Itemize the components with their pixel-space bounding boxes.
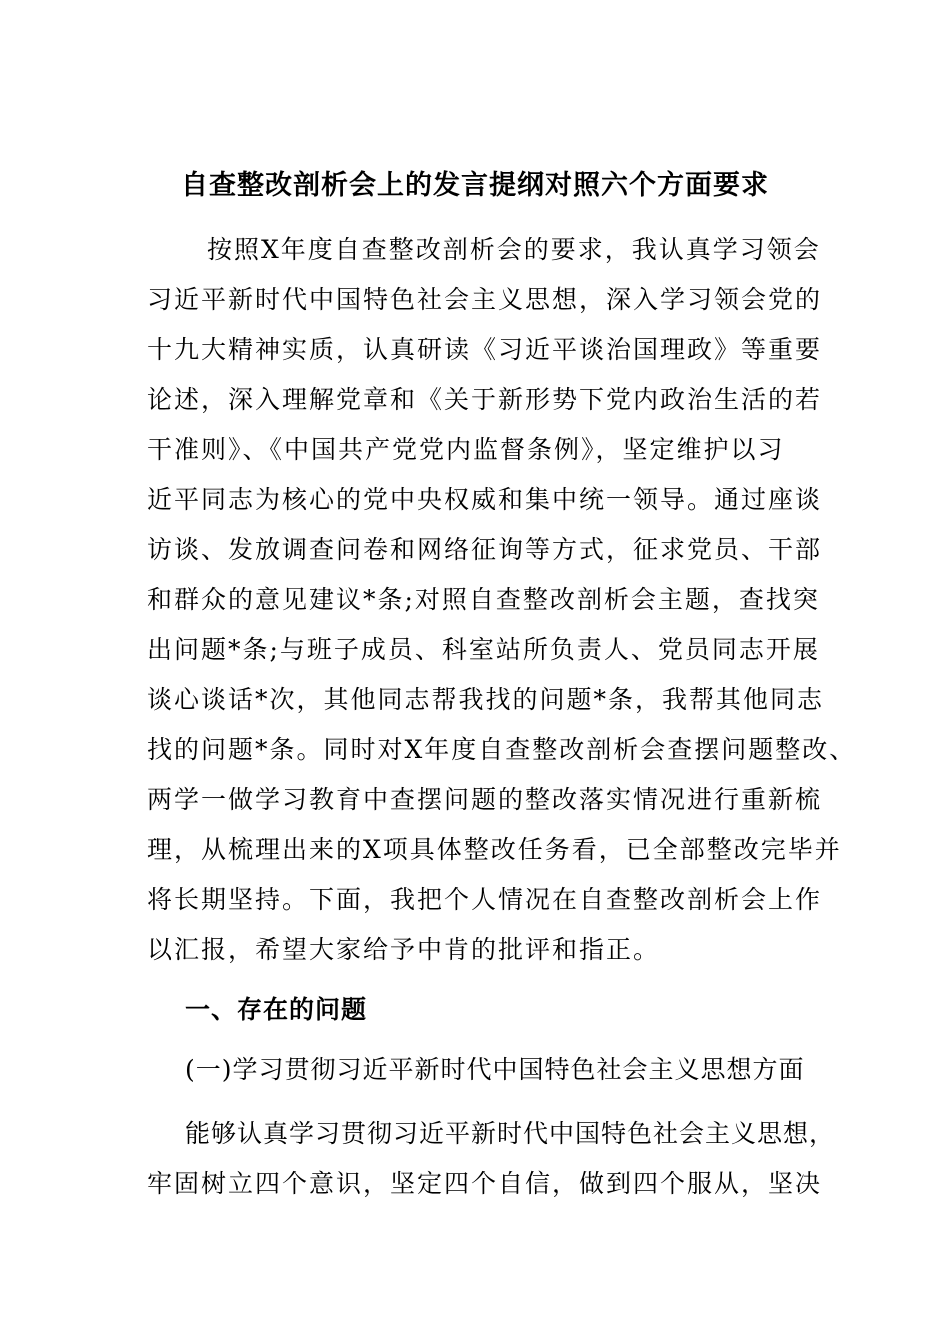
intro-line-11: 找的问题*条。同时对X年度自查整改剖析会查摆问题整改、 xyxy=(147,735,857,764)
intro-line-15: 以汇报，希望大家给予中肯的批评和指正。 xyxy=(147,935,661,964)
body-line-2: 牢固树立四个意识，坚定四个自信，做到四个服从，坚决 xyxy=(147,1169,823,1198)
body-line-1: 能够认真学习贯彻习近平新时代中国特色社会主义思想， xyxy=(185,1119,836,1148)
intro-line-12: 两学一做学习教育中查摆问题的整改落实情况进行重新梳 xyxy=(147,785,823,814)
intro-line-13: 理，从梳理出来的X项具体整改任务看，已全部整改完毕并 xyxy=(147,835,842,864)
subsection-heading: (一)学习贯彻习近平新时代中国特色社会主义思想方面 xyxy=(185,1055,805,1084)
intro-line-5: 干准则》、《中国共产党党内监督条例》，坚定维护以习 xyxy=(147,435,785,464)
intro-line-4: 论述，深入理解党章和《关于新形势下党内政治生活的若 xyxy=(147,385,823,414)
section-heading: 一、存在的问题 xyxy=(185,995,368,1024)
intro-line-14: 将长期坚持。下面，我把个人情况在自查整改剖析会上作 xyxy=(147,885,823,914)
intro-line-10: 谈心谈话*次，其他同志帮我找的问题*条，我帮其他同志 xyxy=(147,685,825,714)
intro-line-8: 和群众的意见建议*条;对照自查整改剖析会主题，查找突 xyxy=(147,585,820,614)
intro-line-6: 近平同志为核心的党中央权威和集中统一领导。通过座谈 xyxy=(147,485,823,514)
intro-line-2: 习近平新时代中国特色社会主义思想，深入学习领会党的 xyxy=(147,285,823,314)
document-title: 自查整改剖析会上的发言提纲对照六个方面要求 xyxy=(181,170,769,201)
intro-line-7: 访谈、发放调查问卷和网络征询等方式，征求党员、干部 xyxy=(147,535,823,564)
intro-line-3: 十九大精神实质，认真研读《习近平谈治国理政》等重要 xyxy=(147,335,823,364)
intro-line-1: 按照X年度自查整改剖析会的要求，我认真学习领会 xyxy=(207,235,821,264)
intro-line-9: 出问题*条;与班子成员、科室站所负责人、党员同志开展 xyxy=(147,635,820,664)
